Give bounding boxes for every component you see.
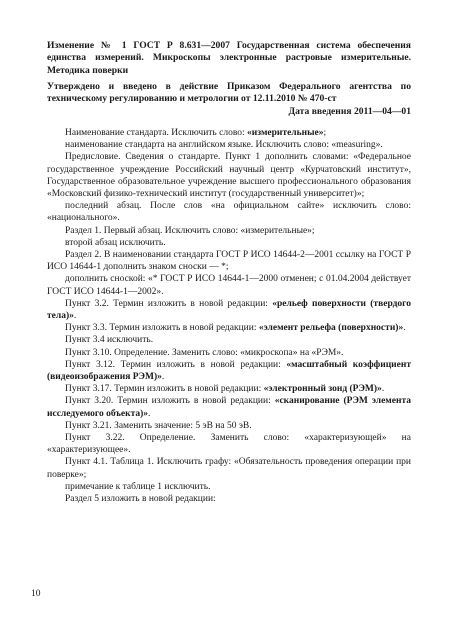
amendment-paragraph [47, 481, 411, 493]
paragraph-text: Пункт 3.22. Определение. Заменить слово: «характеризующей» на «характеризующее». [47, 433, 411, 456]
paragraph-text: Пункт 3.12. Термин изложить в новой редакции: [65, 359, 287, 370]
paragraph-text: Пункт 3.2. Термин изложить в новой редакции: [65, 298, 273, 309]
paragraph-text: Пункт 3.20. Термин изложить в новой редакции: [65, 396, 275, 407]
term-text: «элемент рельефа (поверхности)» [258, 323, 404, 334]
paragraph-text: Пункт 3.3. Термин изложить в новой редакции: [65, 323, 259, 334]
amendment-paragraph [47, 249, 411, 273]
paragraph-text: . [148, 408, 151, 419]
amendment-paragraph [47, 151, 411, 200]
effective-date: Дата введения 2011—04—01 [288, 106, 411, 117]
paragraph-text: Пункт 3.4 исключить. [65, 335, 154, 346]
amendment-paragraph [47, 298, 411, 322]
paragraph-text: Раздел 5 изложить в новой редакции: [65, 494, 216, 505]
term-text: «сканирование (РЭМ элемента исследуемого объекта)» [47, 396, 411, 419]
paragraph-text: последний абзац. После слов «на официальном сайте» исключить слово: «национального». [47, 201, 411, 224]
term-text: «измерительные» [247, 128, 324, 138]
amendment-body [47, 127, 411, 505]
paragraph-text: . [381, 384, 385, 395]
paragraph-text: примечание к таблице 1 исключить. [65, 481, 211, 492]
paragraph-text: . [73, 311, 77, 322]
amendment-paragraph [47, 420, 411, 432]
paragraph-text: наименование стандарта на английском языке. Исключить слово: «measuring». [65, 140, 383, 151]
amendment-paragraph [47, 432, 411, 456]
amendment-paragraph [47, 395, 411, 419]
amendment-paragraph [47, 322, 411, 334]
paragraph-text: Пункт 3.21. Заменить значение: 5 эВ на 50 эВ. [65, 420, 252, 431]
amendment-paragraph [47, 225, 411, 237]
paragraph-text: Раздел 1. Первый абзац. Исключить слово: «измерительные»; [65, 225, 315, 236]
amendment-paragraph [47, 359, 411, 383]
amendment-paragraph [47, 273, 411, 297]
amendment-paragraph [47, 237, 411, 249]
amendment-paragraph [47, 456, 411, 480]
page-number: 10 [31, 589, 41, 599]
paragraph-text: . [161, 372, 165, 383]
amendment-paragraph [47, 383, 411, 395]
amendment-paragraph [47, 347, 411, 359]
paragraph-text: второй абзац исключить. [65, 237, 166, 248]
paragraph-text: Наименование стандарта. Исключить слово: [65, 128, 248, 138]
paragraph-text: Предисловие. Сведения о стандарте. Пункт 1 дополнить словами: «Федеральное государственное учреждение Российский научный центр «Курчатовский институт», Государственное образовательное учреждение высшего профессионального образования «Московский физико-технический институт (государственный университет)»; [47, 152, 411, 200]
amendment-paragraph [47, 493, 411, 505]
amendment-title: Изменение № 1 ГОСТ Р 8.631—2007 Государственная система обеспечения единства измерений. Микроскопы электронные растровые измерительные. Методика поверки [47, 40, 411, 76]
paragraph-text: Пункт 3.17. Термин изложить в новой редакции: [65, 384, 264, 395]
paragraph-text: . [403, 323, 406, 334]
amendment-paragraph [47, 139, 411, 151]
paragraph-text: Пункт 4.1. Таблица 1. Исключить графу: «Обязательность проведения операции при поверке»; [47, 457, 411, 480]
term-text: «рельеф поверхности (твердого тела)» [47, 298, 411, 322]
amendment-paragraph [47, 334, 411, 346]
amendment-paragraph [47, 127, 411, 139]
term-text: «масштабный коэффициент (видеоизображения РЭМ)» [47, 359, 411, 383]
paragraph-text: ; [323, 128, 327, 138]
paragraph-text: дополнить сноской: «* ГОСТ Р ИСО 14644-1—2000 отменен; с 01.04.2004 действует ГОСТ ИСО 14644-1—2002». [47, 274, 411, 297]
paragraph-text: Раздел 2. В наименовании стандарта ГОСТ Р ИСО 14644-2—2001 ссылку на ГОСТ Р ИСО 14644-1 дополнить знаком сноски — *; [47, 250, 411, 273]
amendment-paragraph [47, 200, 411, 224]
approval-statement: Утверждено и введено в действие Приказом Федерального агентства по техническому регулированию и метрологии от 12.11.2010 № 470-ст [47, 81, 411, 105]
term-text: «электронный зонд (РЭМ)» [263, 384, 382, 395]
paragraph-text: Пункт 3.10. Определение. Заменить слово: «микроскопа» на «РЭМ». [65, 347, 344, 358]
